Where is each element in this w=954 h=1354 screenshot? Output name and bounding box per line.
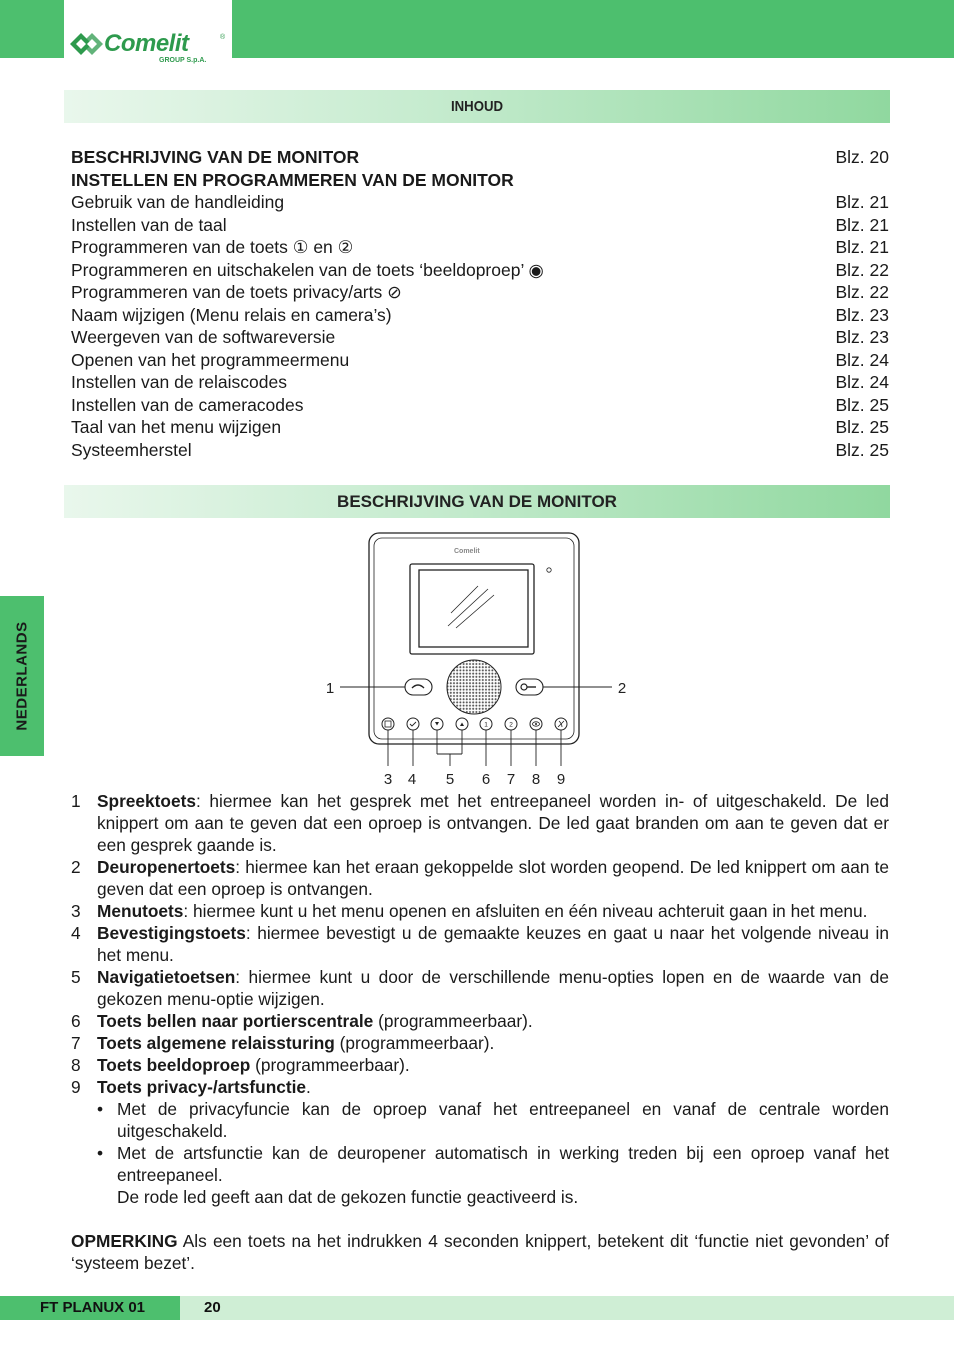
legend-term: Deuropenertoets bbox=[97, 857, 236, 877]
monitor-section-title: BESCHRIJVING VAN DE MONITOR bbox=[337, 492, 617, 511]
legend-text: . bbox=[306, 1077, 311, 1097]
legend-text: (programmeerbaar). bbox=[373, 1011, 533, 1031]
bullet-mark: • bbox=[97, 1099, 104, 1119]
screen-reflection-2 bbox=[448, 589, 488, 626]
monitor-brand: Comelit bbox=[454, 548, 480, 555]
key-2-label: 2 bbox=[509, 721, 513, 729]
legend-number: 8 bbox=[71, 1055, 81, 1075]
toc-section-bar bbox=[64, 90, 890, 123]
toc-row bbox=[71, 371, 889, 394]
registered-mark: ® bbox=[220, 34, 226, 41]
footer-page-number: 20 bbox=[204, 1299, 221, 1316]
toc-entry-page: Blz. 22 bbox=[835, 282, 889, 302]
eye-pupil bbox=[535, 723, 537, 725]
callout-5: 5 bbox=[445, 771, 455, 788]
legend-number: 9 bbox=[71, 1077, 81, 1097]
monitor-screen bbox=[419, 570, 528, 647]
screen-reflection-1 bbox=[451, 586, 478, 613]
toc-entry-title: Instellen van de cameracodes bbox=[71, 394, 304, 415]
comelit-logo-icon bbox=[70, 33, 104, 55]
toc-row bbox=[71, 304, 889, 327]
legend-item bbox=[71, 790, 889, 856]
toc-entry-title: BESCHRIJVING VAN DE MONITOR bbox=[71, 147, 360, 167]
language-label: NEDERLANDS bbox=[13, 621, 31, 731]
callout-6: 6 bbox=[481, 771, 491, 788]
toc-row bbox=[71, 146, 889, 169]
toc-row bbox=[71, 169, 889, 192]
brand-name: Comelit bbox=[104, 30, 189, 57]
legend-text: : hiermee kunt u het menu openen en afsluiten en één niveau achteruit gaan in het menu. bbox=[183, 901, 868, 921]
screen-reflection-3 bbox=[456, 595, 494, 628]
key-legend bbox=[71, 790, 889, 1274]
toc-row bbox=[71, 394, 889, 417]
toc-entry-title: Systeemherstel bbox=[71, 439, 192, 460]
legend-text: : hiermee kunt u door de verschillende menu-opties lopen en de waarde van de gekozen menu-optie wijzigen. bbox=[97, 967, 889, 1009]
legend-item bbox=[71, 1054, 889, 1076]
bullet-privacy: • Met de privacyfuncie kan de oproep vanaf het entreepaneel en vanaf de centrale worden uitgeschakeld. bbox=[97, 1099, 889, 1141]
toc-entry-page: Blz. 21 bbox=[835, 237, 889, 257]
bullet-doctor: • Met de artsfunctie kan de deuropener automatisch in werking treden bij een oproep vanaf het entreepaneel. bbox=[97, 1143, 889, 1185]
legend-term: Toets beeldoproep bbox=[97, 1055, 251, 1075]
toc-entry-page: Blz. 20 bbox=[835, 147, 889, 167]
toc-entry-title: Weergeven van de softwareversie bbox=[71, 327, 336, 347]
talk-key bbox=[405, 679, 432, 695]
legend-item bbox=[71, 856, 889, 900]
toc-row bbox=[71, 214, 889, 237]
footer-doc-name: FT PLANUX 01 bbox=[40, 1299, 146, 1316]
legend-item bbox=[71, 1076, 889, 1098]
toc-entry-page: Blz. 25 bbox=[835, 417, 889, 437]
brand-subtitle: GROUP S.p.A. bbox=[159, 57, 207, 64]
legend-number: 5 bbox=[71, 967, 81, 987]
toc-entry-page: Blz. 21 bbox=[835, 192, 889, 212]
toc-entry-page: Blz. 25 bbox=[835, 394, 889, 415]
callout-3: 3 bbox=[383, 771, 393, 788]
legend-term: Navigatietoetsen bbox=[97, 967, 236, 987]
legend-item bbox=[71, 966, 889, 1010]
toc-row bbox=[71, 259, 889, 282]
toc-entry-title: Taal van het menu wijzigen bbox=[71, 417, 282, 437]
callout-7: 7 bbox=[506, 771, 516, 788]
callout-2: 2 bbox=[617, 680, 627, 697]
legend-number: 4 bbox=[71, 923, 81, 943]
toc-entry-title: Programmeren van de toets privacy/arts ⊘ bbox=[71, 282, 402, 302]
toc-entry-title: Instellen van de relaiscodes bbox=[71, 372, 287, 392]
toc-row bbox=[71, 439, 889, 462]
toc-entry-page: Blz. 23 bbox=[835, 327, 889, 347]
legend-item bbox=[71, 1032, 889, 1054]
footer-bar bbox=[0, 1296, 954, 1320]
table-of-contents bbox=[71, 146, 889, 461]
monitor-screen-frame bbox=[410, 564, 534, 654]
legend-text: (programmeerbaar). bbox=[334, 1033, 495, 1053]
legend-number: 1 bbox=[71, 791, 81, 811]
toc-entry-title: Instellen van de taal bbox=[71, 214, 227, 235]
toc-entry-title: Gebruik van de handleiding bbox=[71, 192, 285, 212]
led-indicator bbox=[547, 568, 551, 572]
callout-4: 4 bbox=[407, 771, 417, 788]
toc-row bbox=[71, 236, 889, 259]
toc-entry-title: Programmeren en uitschakelen van de toets ‘beeldoproep’ ◉ bbox=[71, 259, 544, 280]
legend-term: Menutoets bbox=[97, 901, 184, 921]
legend-number: 6 bbox=[71, 1011, 81, 1031]
logo bbox=[64, 0, 232, 70]
legend-number: 2 bbox=[71, 857, 81, 877]
speaker-grille bbox=[447, 660, 501, 714]
menu-key bbox=[382, 718, 394, 730]
bullet-mark: • bbox=[97, 1143, 104, 1163]
toc-entry-page: Blz. 21 bbox=[835, 214, 889, 235]
toc-row bbox=[71, 191, 889, 214]
monitor-diagram bbox=[318, 528, 638, 790]
toc-entry-title: Programmeren van de toets ① en ② bbox=[71, 237, 354, 257]
toc-entry-page: Blz. 24 bbox=[835, 349, 889, 370]
toc-entry-page: Blz. 24 bbox=[835, 372, 889, 392]
legend-term: Toets algemene relaissturing bbox=[97, 1033, 335, 1053]
legend-item bbox=[71, 900, 889, 922]
legend-text: : hiermee kan het eraan gekoppelde slot worden geopend. De led knippert om aan te geven dat een oproep is ontvangen. bbox=[97, 857, 889, 899]
language-side-tab bbox=[0, 596, 44, 756]
note-paragraph bbox=[71, 1230, 889, 1274]
toc-row bbox=[71, 349, 889, 372]
toc-entry-page: Blz. 25 bbox=[835, 439, 889, 460]
toc-entry-page: Blz. 23 bbox=[835, 304, 889, 325]
legend-text: : hiermee bevestigt u de gemaakte keuzes en gaat u naar het volgende niveau in het menu. bbox=[97, 923, 889, 965]
toc-row bbox=[71, 281, 889, 304]
legend-item bbox=[71, 1010, 889, 1032]
legend-text: (programmeerbaar). bbox=[250, 1055, 410, 1075]
legend-term: Toets privacy-/artsfunctie bbox=[97, 1077, 307, 1097]
toc-entry-title: Naam wijzigen (Menu relais en camera’s) bbox=[71, 304, 392, 325]
toc-title: INHOUD bbox=[450, 98, 504, 115]
bullet-continuation: De rode led geeft aan dat de gekozen functie geactiveerd is. bbox=[117, 1187, 579, 1207]
legend-term: Bevestigingstoets bbox=[97, 923, 246, 943]
callout-8: 8 bbox=[531, 771, 541, 788]
legend-number: 3 bbox=[71, 901, 81, 921]
legend-number: 7 bbox=[71, 1033, 81, 1053]
confirm-key bbox=[407, 718, 419, 730]
toc-row bbox=[71, 416, 889, 439]
toc-entry-page: Blz. 22 bbox=[835, 259, 889, 280]
toc-row bbox=[71, 326, 889, 349]
legend-text: : hiermee kan het gesprek met het entreepaneel worden in- of uitgeschakeld. De led knippert om aan te geven dat een oproep is ontvangen. De led gaat branden om aan te geven dat er een gesprek gaande is. bbox=[97, 791, 889, 855]
key-1-label: 1 bbox=[484, 721, 488, 729]
callout-9: 9 bbox=[556, 771, 566, 788]
legend-term: Spreektoets bbox=[97, 791, 196, 811]
toc-entry-title: Openen van het programmeermenu bbox=[71, 349, 350, 370]
callout-1: 1 bbox=[325, 680, 335, 697]
legend-term: Toets bellen naar portierscentrale bbox=[97, 1011, 374, 1031]
note-text: Als een toets na het indrukken 4 seconden knippert, betekent dit ‘functie niet gevonden’ of ‘systeem bezet’. bbox=[71, 1231, 889, 1273]
legend-item bbox=[71, 922, 889, 966]
monitor-section-bar bbox=[64, 485, 890, 518]
toc-entry-title: INSTELLEN EN PROGRAMMEREN VAN DE MONITOR bbox=[71, 169, 514, 190]
note-label: OPMERKING bbox=[71, 1231, 178, 1251]
